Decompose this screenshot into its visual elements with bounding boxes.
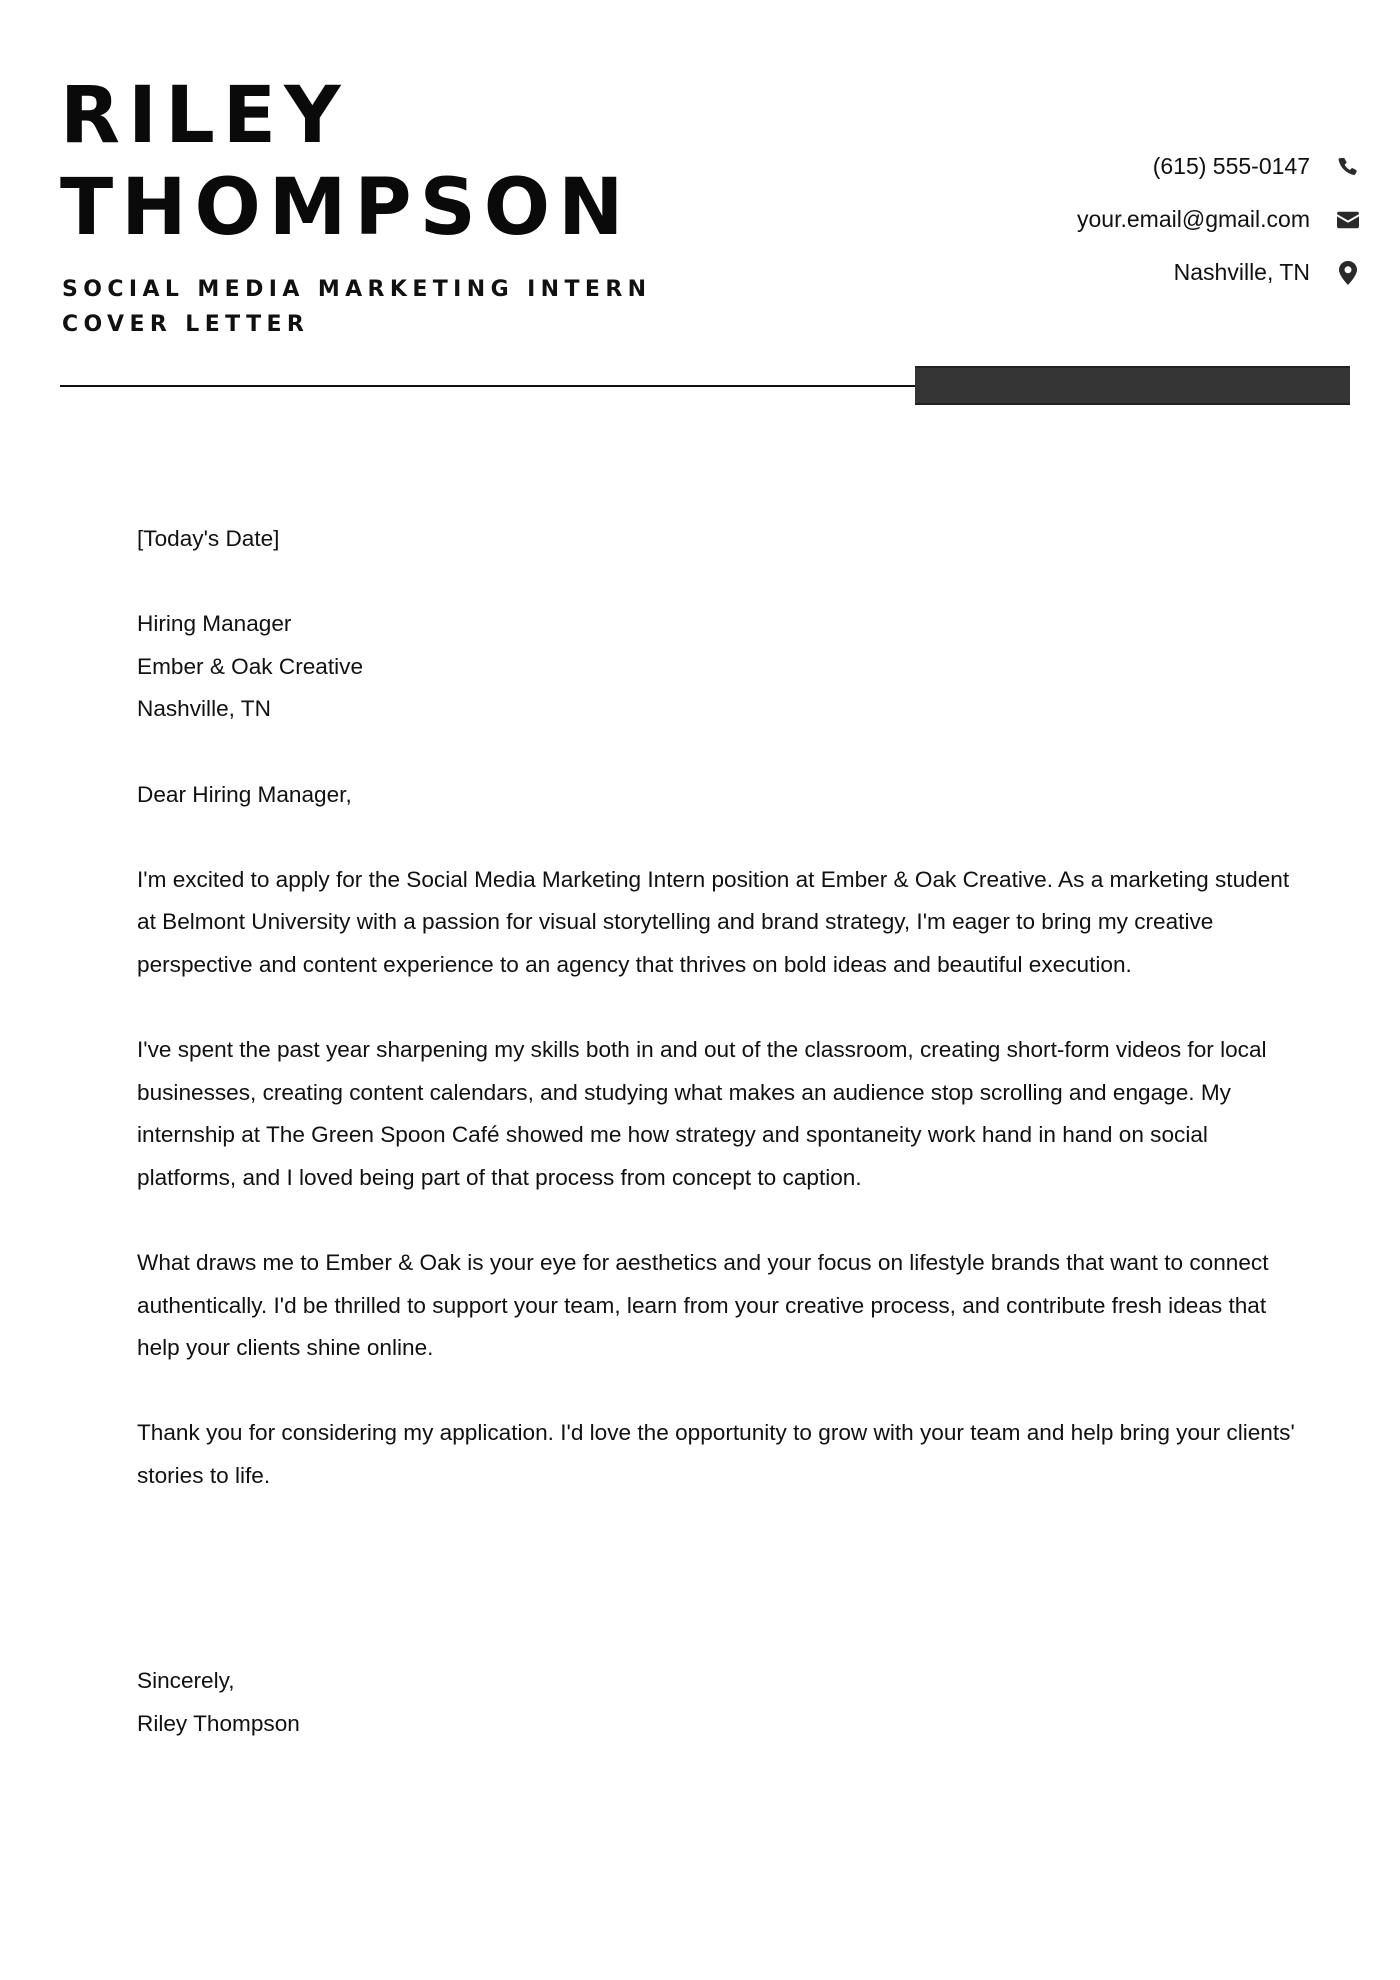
signature-name: Riley Thompson xyxy=(137,1710,300,1736)
envelope-icon xyxy=(1336,208,1360,232)
header-accent-bar xyxy=(915,366,1350,405)
recipient-location: Nashville, TN xyxy=(137,696,271,722)
recipient-address xyxy=(137,603,1297,731)
contact-location xyxy=(860,246,1360,299)
last-name: THOMPSON xyxy=(60,163,632,253)
contact-phone xyxy=(860,140,1360,193)
contact-info xyxy=(860,140,1360,299)
paragraph-thanks: Thank you for considering my application. I'd love the opportunity to grow with your team and help bring your clients' stories to life. xyxy=(137,1420,1295,1489)
applicant-name xyxy=(60,70,631,254)
document-type: COVER LETTER xyxy=(62,312,310,337)
map-pin-icon xyxy=(1336,261,1360,285)
contact-email xyxy=(860,193,1360,246)
salutation: Dear Hiring Manager, xyxy=(137,781,352,807)
phone-icon xyxy=(1336,155,1360,179)
header-divider-line xyxy=(60,385,916,387)
job-title: SOCIAL MEDIA MARKETING INTERN xyxy=(62,277,652,302)
document-subtitle xyxy=(62,272,651,342)
closing-phrase: Sincerely, xyxy=(137,1668,235,1693)
paragraph-intro: I'm excited to apply for the Social Media Marketing Intern position at Ember & Oak Creative. As a marketing student at Belmont University with a passion for visual storytelling and brand strategy, I'm eager to bring my creative perspective and content experience to an agency that thrives on bold ideas and beautiful execution. xyxy=(137,866,1290,977)
paragraph-motivation: What draws me to Ember & Oak is your eye for aesthetics and your focus on lifestyle brands that want to connect authentically. I'd be thrilled to support your team, learn from your creative process, and contribute fresh ideas that help your clients shine online. xyxy=(137,1250,1269,1361)
email-text: your.email@gmail.com xyxy=(1077,206,1310,232)
letter-closing xyxy=(137,1660,300,1745)
recipient-name: Hiring Manager xyxy=(137,611,292,637)
letter-body xyxy=(137,518,1297,1540)
first-name: RILEY xyxy=(60,71,349,161)
letter-date: [Today's Date] xyxy=(137,526,280,551)
recipient-company: Ember & Oak Creative xyxy=(137,653,364,679)
location-text: Nashville, TN xyxy=(1173,259,1310,285)
phone-text: (615) 555-0147 xyxy=(1152,153,1310,179)
paragraph-experience: I've spent the past year sharpening my skills both in and out of the classroom, creating short-form videos for local businesses, creating content calendars, and studying what makes an audience stop scrolling and engage. My internship at The Green Spoon Café showed me how strategy and spontaneity work hand in hand on social platforms, and I loved being part of that process from concept to caption. xyxy=(137,1037,1267,1190)
